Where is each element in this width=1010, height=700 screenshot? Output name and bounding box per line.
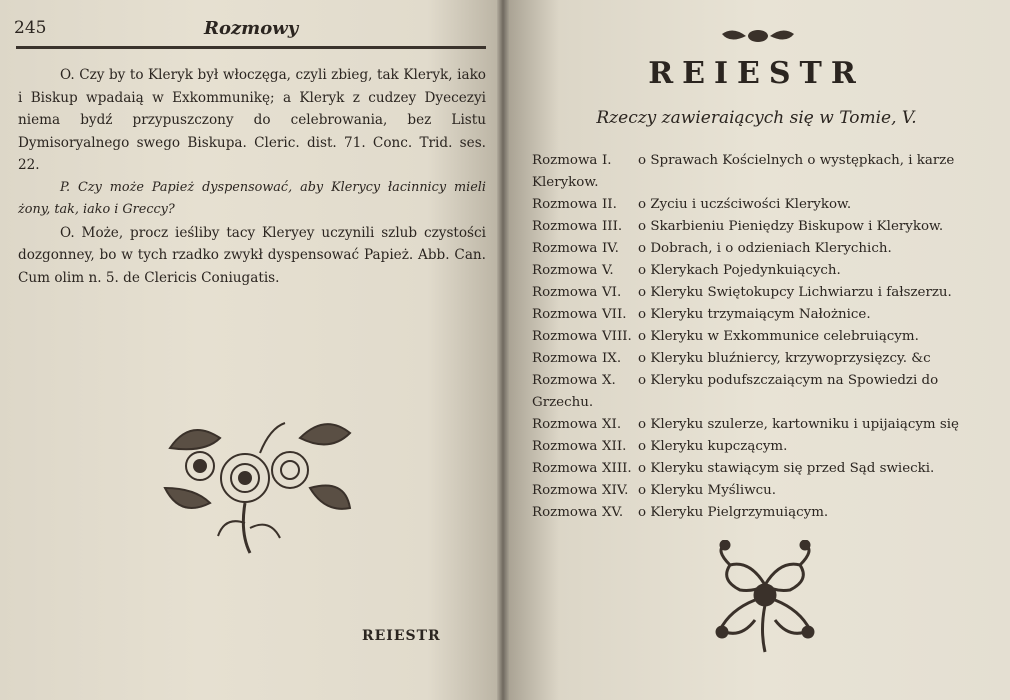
list-item (532, 150, 994, 194)
list-item (532, 436, 994, 458)
entry-description: o Kleryku kupczącym. (638, 439, 788, 454)
list-item (532, 480, 994, 502)
book-gutter (497, 0, 509, 700)
register-title: REIESTR (648, 56, 865, 91)
entry-description: o Kleryku szulerze, kartowniku i upijaiącym się (638, 417, 959, 432)
list-item (532, 326, 994, 348)
list-item (532, 348, 994, 370)
header-rule (16, 46, 486, 49)
entry-description: o Zyciu i uczściwości Klerykow. (638, 197, 852, 212)
entry-number: XV. (602, 505, 624, 520)
entry-description: o Klerykach Pojedynkuiących. (638, 263, 841, 278)
list-item (532, 414, 994, 436)
paragraph-answer-1: O. Czy by to Kleryk był włoczęga, czyli zbieg, tak Kleryk, iako i Biskup wpadaią w Exkommunikę; a Kleryk z cudzey Dyecezyi niema bydź przypuszczony do celebrowania, bez Listu Dymisoryalnego swego Biskupa. Cleric. dist. 71. Conc. Trid. ses. 22. (18, 67, 486, 173)
entry-description: o Kleryku Pielgrzymuiącym. (638, 505, 829, 520)
list-item (532, 502, 994, 524)
entry-label: Rozmowa (532, 373, 598, 388)
running-head: Rozmowy (204, 18, 299, 39)
body-text (18, 64, 486, 289)
paragraph-answer-2: O. Może, procz ieśliby tacy Kleryey uczynili szlub czystości dozgonney, bo w tych rzadko zwykł dyspensować Papież. Abb. Can. Cum olim n. 5. de Clericis Coniugatis. (18, 224, 486, 286)
page-number: 245 (14, 18, 47, 38)
entry-description: o Kleryku Myśliwcu. (638, 483, 777, 498)
floral-ornament-icon (150, 408, 360, 558)
entry-label: Rozmowa (532, 351, 598, 366)
list-item (532, 260, 994, 282)
entry-description: o Kleryku podufszczaiącym na Spowiedzi do Grzechu. (532, 373, 939, 410)
left-page (0, 0, 503, 700)
entry-number: III. (602, 219, 623, 234)
entry-label: Rozmowa (532, 219, 598, 234)
headpiece-ornament-icon (718, 26, 798, 46)
entry-description: o Sprawach Kościelnych o występkach, i karze Klerykow. (532, 153, 955, 190)
entry-number: VIII. (602, 329, 632, 344)
entry-label: Rozmowa (532, 505, 598, 520)
entry-description: o Kleryku w Exkommunice celebruiącym. (638, 329, 919, 344)
entry-number: XII. (602, 439, 627, 454)
entry-description: o Kleryku stawiącym się przed Sąd swiecki. (638, 461, 935, 476)
entry-label: Rozmowa (532, 417, 598, 432)
entry-label: Rozmowa (532, 197, 598, 212)
entry-number: IX. (602, 351, 622, 366)
entry-label: Rozmowa (532, 329, 598, 344)
entry-description: o Skarbieniu Pieniędzy Biskupow i Klerykow. (638, 219, 944, 234)
list-item (532, 304, 994, 326)
entry-number: IV. (602, 241, 619, 256)
list-item (532, 282, 994, 304)
entry-label: Rozmowa (532, 439, 598, 454)
entry-label: Rozmowa (532, 153, 598, 168)
entry-number: XIV. (602, 483, 629, 498)
entry-number: II. (602, 197, 617, 212)
entry-description: o Kleryku bluźniercy, krzywoprzysięzcy. &c (638, 351, 931, 366)
entry-label: Rozmowa (532, 241, 598, 256)
entry-number: I. (602, 153, 612, 168)
entry-label: Rozmowa (532, 461, 598, 476)
entry-label: Rozmowa (532, 263, 598, 278)
page-header (14, 14, 486, 50)
entry-number: VII. (602, 307, 627, 322)
entry-description: o Kleryku Swiętokupcy Lichwiarzu i fałszerzu. (638, 285, 952, 300)
floral-tailpiece-icon (700, 540, 830, 660)
paragraph-question: P. Czy może Papież dyspensować, aby Klerycy łacinnicy mieli żony, tak, iako i Greccy? (18, 179, 486, 217)
list-item (532, 194, 994, 216)
entry-label: Rozmowa (532, 307, 598, 322)
catchword: REIESTR (362, 628, 441, 644)
list-item (532, 238, 994, 260)
entry-number: VI. (602, 285, 622, 300)
entry-number: XI. (602, 417, 622, 432)
table-of-contents (532, 150, 994, 524)
entry-number: X. (602, 373, 616, 388)
entry-description: o Dobrach, i o odzieniach Klerychich. (638, 241, 892, 256)
list-item (532, 370, 994, 414)
entry-number: V. (602, 263, 614, 278)
entry-description: o Kleryku trzymaiącym Nałożnice. (638, 307, 871, 322)
entry-label: Rozmowa (532, 285, 598, 300)
list-item (532, 458, 994, 480)
list-item (532, 216, 994, 238)
entry-number: XIII. (602, 461, 632, 476)
entry-label: Rozmowa (532, 483, 598, 498)
register-subtitle: Rzeczy zawieraiących się w Tomie, V. (596, 108, 917, 128)
